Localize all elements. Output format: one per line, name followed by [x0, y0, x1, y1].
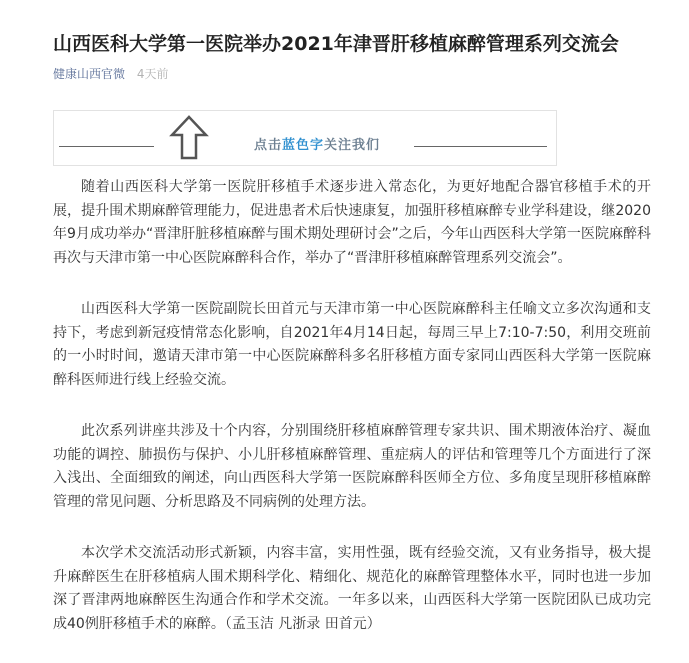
banner-divider-right: [414, 146, 547, 147]
follow-banner[interactable]: [53, 110, 557, 166]
follow-cta: [254, 137, 380, 155]
article-title: 山西医科大学第一医院举办2021年津晋肝移植麻醉管理系列交流会: [53, 33, 619, 55]
account-name-link[interactable]: 健康山西官微: [53, 67, 126, 81]
article-meta: [53, 66, 649, 82]
paragraph: 本次学术交流活动形式新颖，内容丰富，实用性强，既有经验交流，又有业务指导，极大提升麻醉医生在肝移植病人围术期科学化、精细化、规范化的麻醉管理整体水平，同时也进一步加深了晋津两地麻醉医生沟通合作和学术交流。一年多以来，山西医科大学第一医院团队已成功完成40例肝移植手术的麻醉。（孟玉洁 凡浙录 田首元）: [53, 545, 651, 632]
paragraph: 此次系列讲座共涉及十个内容，分别围绕肝移植麻醉管理专家共识、围术期液体治疗、凝血功能的调控、肺损伤与保护、小儿肝移植麻醉管理、重症病人的评估和管理等几个方面进行了深入浅出、全面细致的阐述，向山西医科大学第一医院麻醉科医师全方位、多角度呈现肝移植麻醉管理的常见问题、分析思路及不同病例的处理方法。: [53, 423, 651, 510]
cta-suffix: 关注我们: [324, 138, 381, 153]
banner-divider-left: [59, 146, 154, 147]
cta-prefix: 点击: [254, 138, 283, 153]
publish-time: 4天前: [136, 67, 169, 81]
paragraph: 山西医科大学第一医院副院长田首元与天津市第一中心医院麻醉科主任喻文立多次沟通和支持下，考虑到新冠疫情常态化影响，自2021年4月14日起，每周三早上7:10-7:50，利用交班前的一小时时间，邀请天津市第一中心医院麻醉科多名肝移植方面专家同山西医科大学第一医院麻醉科医师进行线上经验交流。: [53, 301, 651, 388]
article-body: [53, 176, 651, 636]
up-arrow-icon: [169, 115, 209, 161]
cta-highlight: 蓝色字: [282, 138, 325, 153]
paragraph: 随着山西医科大学第一医院肝移植手术逐步进入常态化，为更好地配合器官移植手术的开展，提升围术期麻醉管理能力，促进患者术后快速康复，加强肝移植麻醉专业学科建设，继2020年9月成功举办“晋津肝脏移植麻醉与围术期处理研讨会”之后，今年山西医科大学第一医院麻醉科再次与天津市第一中心医院麻醉科合作，举办了“晋津肝移植麻醉管理系列交流会”。: [53, 179, 651, 266]
